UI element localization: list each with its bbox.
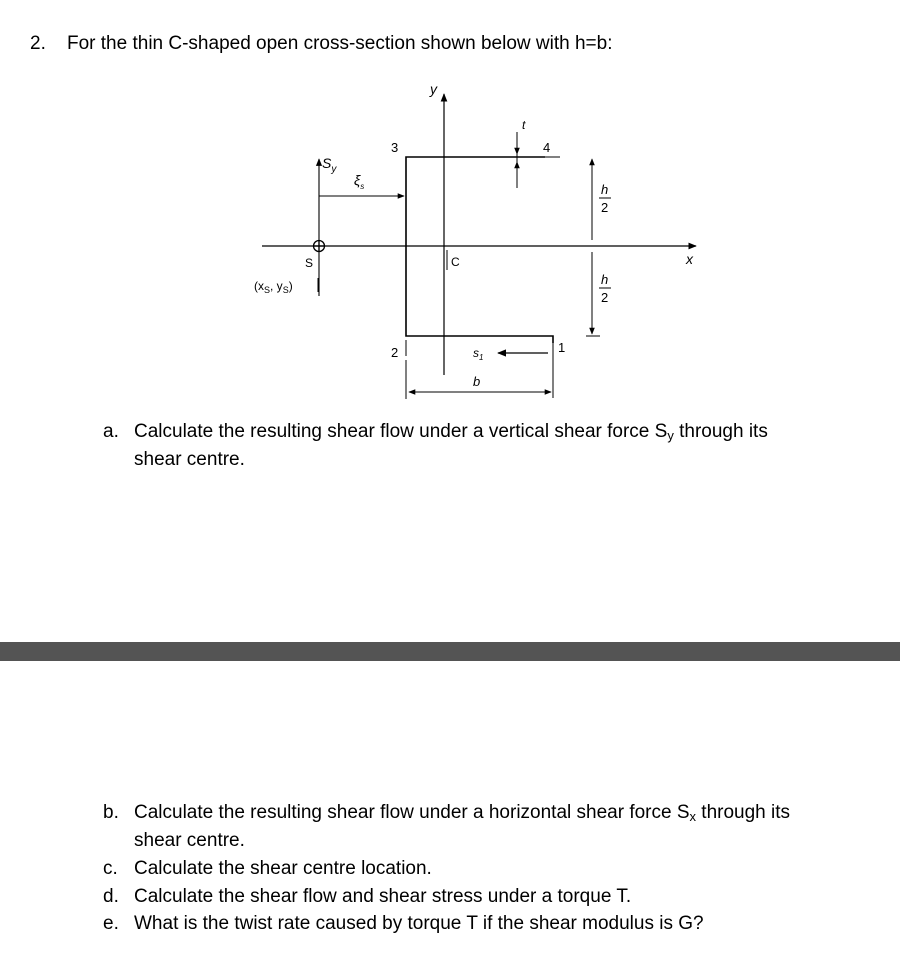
y-axis-label: y [430, 81, 437, 97]
arc-coordinate-label: $s_1$ [473, 346, 484, 362]
part-d-text: Calculate the shear flow and shear stress under a torque T. [134, 886, 632, 907]
width-label: b [473, 374, 481, 389]
node-1-label: 1 [558, 340, 566, 355]
part-a-marker: a. [103, 421, 119, 442]
part-e-text: What is the twist rate caused by torque T if the shear modulus is G? [134, 913, 704, 934]
part-b-text: Calculate the resulting shear flow under a horizontal shear force $S_x$ through its [134, 802, 791, 824]
lower-half-h-numerator: h [601, 272, 609, 287]
part-b-marker: b. [103, 802, 119, 823]
x-axis-label: x [686, 251, 693, 267]
c-section-diagram [230, 78, 730, 408]
page-divider [0, 642, 900, 661]
lower-half-h-denominator: 2 [601, 290, 609, 305]
shear-centre-coordinates: ($x_S$, $y_S$) [254, 279, 293, 295]
part-c-marker: c. [103, 858, 118, 879]
part-e-marker: e. [103, 913, 119, 934]
upper-half-h-denominator: 2 [601, 200, 609, 215]
part-c-text: Calculate the shear centre location. [134, 858, 432, 879]
part-b-text-continued: shear centre. [134, 830, 245, 851]
question-prompt: For the thin C-shaped open cross-section shown below with h=b: [67, 33, 613, 54]
xi-label: $\xi_s$ [354, 172, 365, 191]
centroid-label: C [451, 255, 460, 269]
question-number: 2. [30, 33, 46, 54]
part-d-marker: d. [103, 886, 119, 907]
thickness-label: t [522, 118, 526, 132]
node-2-label: 2 [391, 345, 399, 360]
node-3-label: 3 [391, 140, 399, 155]
node-4-label: 4 [543, 140, 551, 155]
shear-centre-label: S [305, 256, 314, 270]
shear-force-label: $S_y$ [322, 155, 337, 175]
c-section-walls [406, 157, 553, 343]
part-a-text-continued: shear centre. [134, 449, 245, 470]
upper-half-h-numerator: h [601, 182, 609, 197]
part-a-text: Calculate the resulting shear flow under a vertical shear force $S_y$ through its [134, 421, 768, 443]
